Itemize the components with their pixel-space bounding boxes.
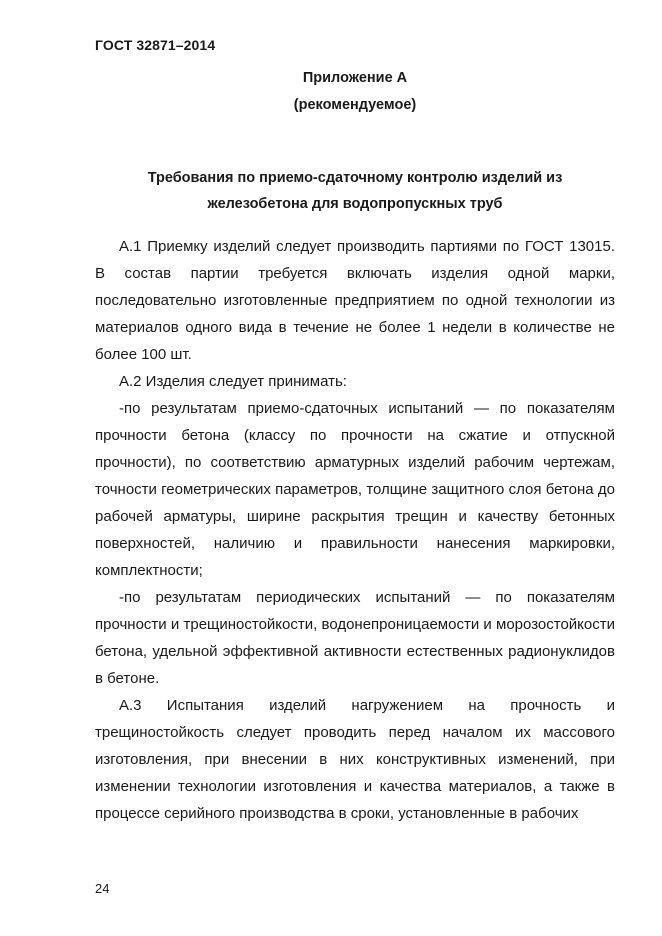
paragraph-a2-item-acceptance: -по результатам приемо-сдаточных испытаний — по показателям прочности бетона (классу по прочности на сжатие и отпускной прочности), по соответствию арматурных изделий рабочим чертежам, точности геометрических параметров, толщине защитного слоя бетона до рабочей арматуры, ширине раскрытия трещин и качеству бетонных поверхностей, наличию и правильности нанесения маркировки, комплектности;	[95, 400, 615, 579]
section-title	[95, 165, 615, 217]
paragraph-a2-item-periodic: -по результатам периодических испытаний — по показателям прочности и трещиностойкости, водонепроницаемости и морозостойкости бетона, удельной эффективной активности естественных радионуклидов в бетоне.	[95, 589, 615, 687]
section-title-line-1: Требования по приемо-сдаточному контролю изделий из	[147, 170, 563, 186]
body-text	[95, 233, 615, 827]
page-number: 24	[95, 881, 110, 896]
paragraph-a2: А.2 Изделия следует принимать:	[119, 373, 347, 390]
paragraph-a3: А.3 Испытания изделий нагружением на прочность и трещиностойкость следует проводить перед началом их массового изготовления, при внесении в них конструктивных изменений, при изменении технологии изготовления и качества материалов, а также в процессе серийного производства в сроки, установленные в рабочих	[95, 697, 615, 822]
annex-status: (рекомендуемое)	[293, 97, 417, 113]
paragraph-a1: А.1 Приемку изделий следует производить партиями по ГОСТ 13015. В состав партии требуется включать изделия одной марки, последовательно изготовленные предприятием по одной технологии из материалов одного вида в течение не более 1 недели в количестве не более 100 шт.	[95, 238, 615, 363]
section-title-line-2: железобетона для водопропускных труб	[207, 196, 503, 212]
document-code: ГОСТ 32871–2014	[95, 37, 216, 53]
annex-title: Приложение А	[302, 70, 408, 86]
